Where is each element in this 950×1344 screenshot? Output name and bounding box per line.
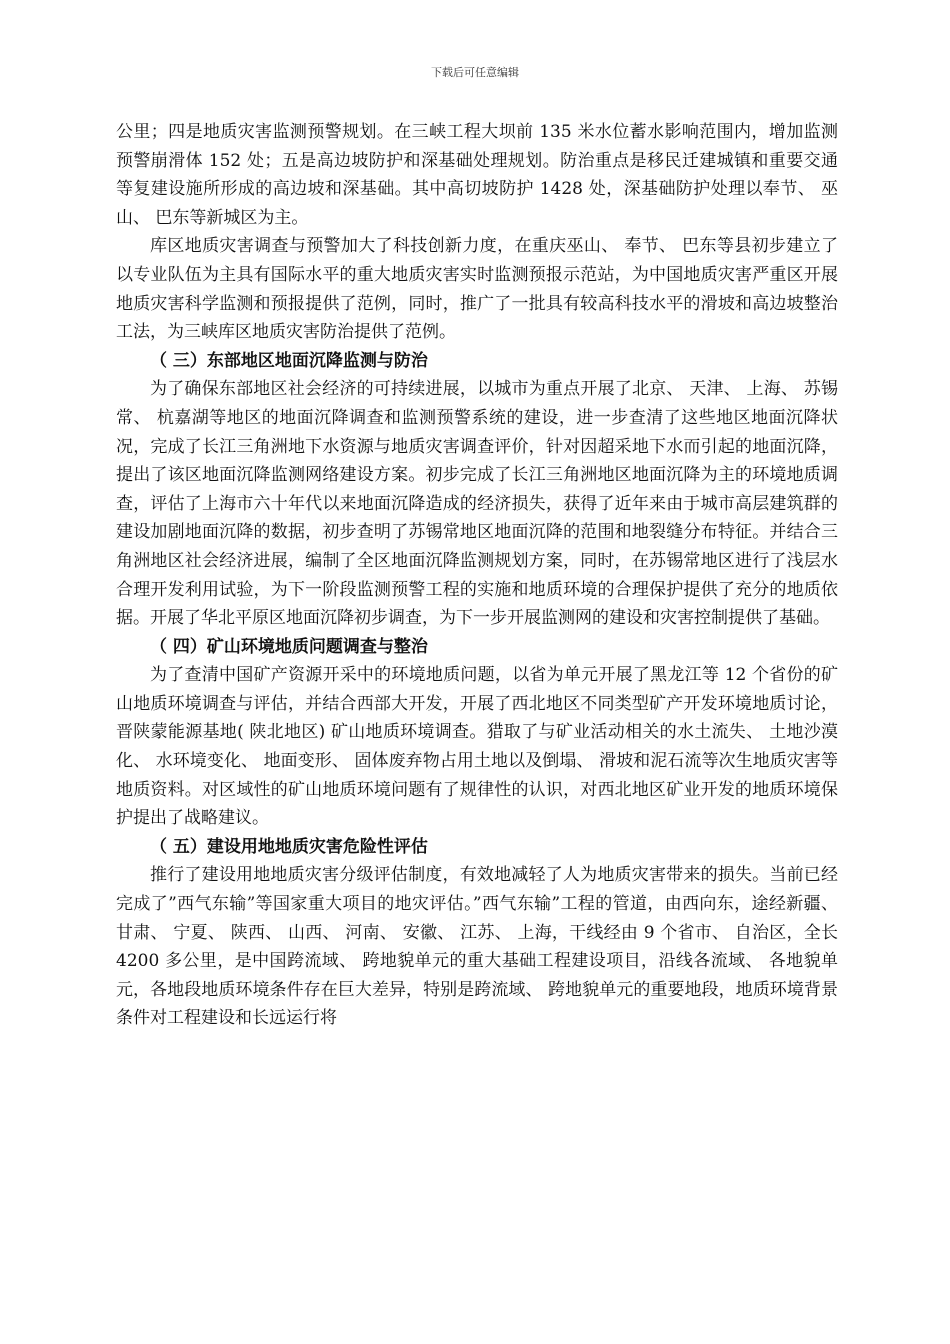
paragraph-risk-assessment: 推行了建设用地地质灾害分级评估制度，有效地减轻了人为地质灾害带来的损失。当前已经完成了”西气东输”等国家重大项目的地灾评估。”西气东输”工程的管道，由西向东，途经新疆、 甘肃、 宁夏、 陕西、 山西、 河南、 安徽、 江苏、 上海，干线经由 9 个省市、 自治区，全长 4200 多公里，是中国跨流域、 跨地貌单元的重大基础工程建设项目，沿线各流域、 各地貌单元，各地段地质环境条件存在巨大差异，特别是跨流域、 跨地貌单元的重要地段，地质环境背景条件对工程建设和长远运行将: [116, 865, 838, 1029]
paragraph-reservoir-monitoring: 库区地质灾害调查与预警加大了科技创新力度，在重庆巫山、 奉节、 巴东等县初步建立了以专业队伍为主具有国际水平的重大地质灾害实时监测预报示范站，为中国地质灾害严重区开展地质灾害科学监测和预报提供了范例，同时，推广了一批具有较高科技水平的滑坡和高边坡整治工法，为三峡库区地质灾害防治提供了范例。: [116, 236, 838, 343]
paragraph-geohazard-planning: 公里；四是地质灾害监测预警规划。在三峡工程大坝前 135 米水位蓄水影响范围内，增加监测预警崩滑体 152 处；五是高边坡防护和深基础处理规划。防治重点是移民迁建城镇和重要交通等复建设施所形成的高边坡和深基础。其中高切坡防护 1428 处，深基础防护处理以奉节、 巫山、 巴东等新城区为主。: [116, 122, 838, 228]
document-body: [116, 118, 838, 1033]
section-heading-land-subsidence: （ 三）东部地区地面沉降监测与防治: [150, 350, 428, 371]
paragraph-land-subsidence: 为了确保东部地区社会经济的可持续进展，以城市为重点开展了北京、 天津、 上海、 苏锡常、 杭嘉湖等地区的地面沉降调查和监测预警系统的建设，进一步查清了这些地区地面沉降状况，完成了长江三角洲地下水资源与地质灾害调查评价，针对因超采地下水而引起的地面沉降，提出了该区地面沉降监测网络建设方案。初步完成了长江三角洲地区地面沉降为主的环境地质调查，评估了上海市六十年代以来地面沉降造成的经济损失，获得了近年来由于城市高层建筑群的建设加剧地面沉降的数据，初步查明了苏锡常地区地面沉降的范围和地裂缝分布特征。并结合三角洲地区社会经济进展，编制了全区地面沉降监测规划方案，同时，在苏锡常地区进行了浅层水合理开发利用试验，为下一阶段监测预警工程的实施和地质环境的合理保护提供了充分的地质依据。开展了华北平原区地面沉降初步调查，为下一步开展监测网的建设和灾害控制提供了基础。: [116, 379, 838, 629]
paragraph-mining-environment: 为了查清中国矿产资源开采中的环境地质问题，以省为单元开展了黑龙江等 12 个省份的矿山地质环境调查与评估，并结合西部大开发，开展了西北地区不同类型矿产开发环境地质讨论，晋陕蒙能源基地( 陕北地区) 矿山地质环境调查。猎取了与矿业活动相关的水土流失、 土地沙漠化、 水环境变化、 地面变形、 固体废弃物占用土地以及倒塌、 滑坡和泥石流等次生地质灾害等地质资料。对区域性的矿山地质环境问题有了规律性的认识，对西北地区矿业开发的地质环境保护提出了战略建议。: [116, 665, 838, 829]
section-heading-mining-environment: （ 四）矿山环境地质问题调查与整治: [150, 636, 428, 657]
section-heading-risk-assessment: （ 五）建设用地地质灾害危险性评估: [150, 836, 428, 857]
page-header: 下载后可任意编辑: [431, 66, 519, 79]
